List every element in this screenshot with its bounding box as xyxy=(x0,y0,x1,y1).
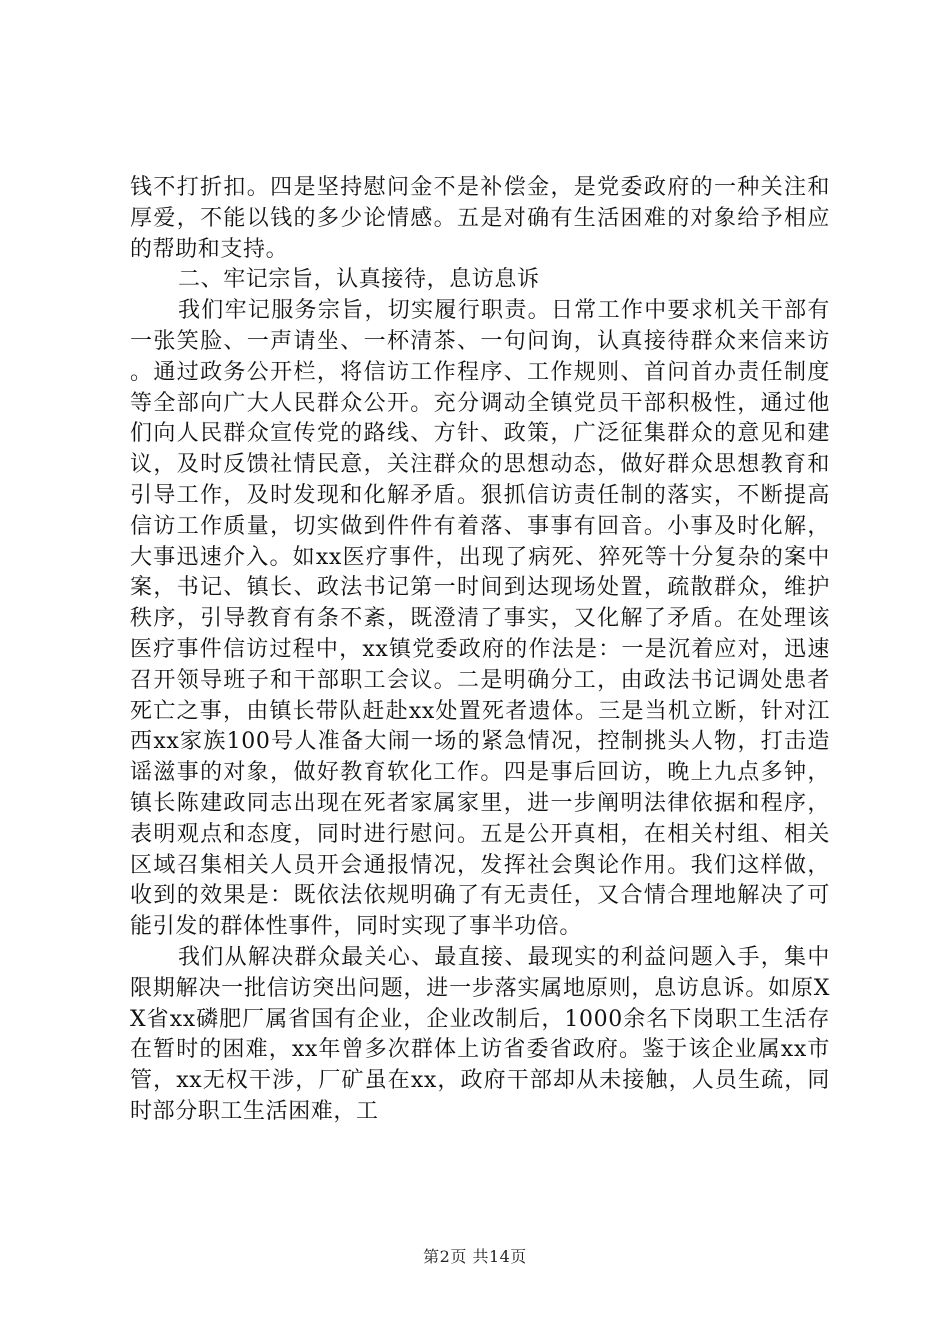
section-heading: 二、牢记宗旨，认真接待，息访息诉 xyxy=(178,267,540,293)
paragraph-continuation: 钱不打折扣。四是坚持慰问金不是补偿金，是党委政府的一种关注和厚爱，不能以钱的多少论情感。五是对确有生活困难的对象给予相应的帮助和支持。 xyxy=(130,175,830,262)
paragraph-service-purpose: 我们牢记服务宗旨，切实履行职责。日常工作中要求机关干部有一张笑脸、一声请坐、一杯清茶、一句问询，认真接待群众来信来访。通过政务公开栏，将信访工作程序、工作规则、首问首办责任制度等全部向广大人民群众公开。充分调动全镇党员干部积极性，通过他们向人民群众宣传党的路线、方针、政策，广泛征集群众的意见和建议，及时反馈社情民意，关注群众的思想动态，做好群众思想教育和引导工作，及时发现和化解矛盾。狠抓信访责任制的落实，不断提高信访工作质量，切实做到件件有着落、事事有回音。小事及时化解，大事迅速介入。如xx医疗事件，出现了病死、猝死等十分复杂的案中案，书记、镇长、政法书记第一时间到达现场处置，疏散群众，维护秩序，引导教育有条不紊，既澄清了事实，又化解了矛盾。在处理该医疗事件信访过程中，xx镇党委政府的作法是：一是沉着应对，迅速召开领导班子和干部职工会议。二是明确分工，由政法书记调处患者死亡之事，由镇长带队赶赴xx处置死者遗体。三是当机立断，针对江西xx家族100号人准备大闹一场的紧急情况，控制挑头人物，打击造谣滋事的对象，做好教育软化工作。四是事后回访，晚上九点多钟，镇长陈建政同志出现在死者家属家里，进一步阐明法律依据和程序，表明观点和态度，同时进行慰问。五是公开真相，在相关村组、相关区域召集相关人员开会通报情况，发挥社会舆论作用。我们这样做，收到的效果是：既依法依规明确了有无责任，又合情合理地解决了可能引发的群体性事件，同时实现了事半功倍。 xyxy=(130,298,830,940)
paragraph-interest-issues: 我们从解决群众最关心、最直接、最现实的利益问题入手，集中限期解决一批信访突出问题，进一步落实属地原则，息访息诉。如原XX省xx磷肥厂属省国有企业，企业改制后，1000余名下岗职工生活存在暂时的困难，xx年曾多次群体上访省委省政府。鉴于该企业属xx市管，xx无权干涉，厂矿虽在xx，政府干部却从未接触，人员生疏，同时部分职工生活困难，工 xyxy=(130,944,830,1124)
page-number-footer: 第2页 共14页 xyxy=(423,1247,527,1266)
document-body xyxy=(130,173,830,1128)
